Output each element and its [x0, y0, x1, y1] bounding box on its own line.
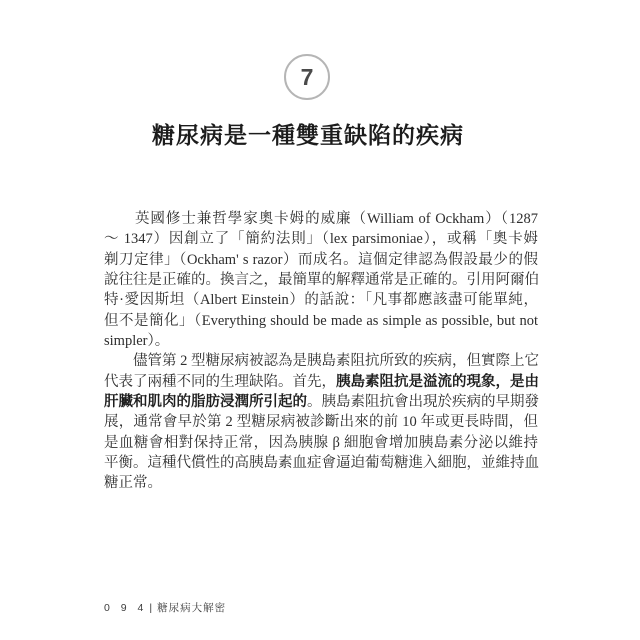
page-footer	[104, 600, 226, 615]
body-line	[104, 412, 538, 432]
body-text-segment: 糖正常。	[104, 475, 162, 492]
body-text-bold-segment: 肝臟和肌肉的脂肪浸潤所引起的	[104, 394, 307, 411]
body-line	[104, 250, 538, 270]
body-line	[104, 290, 538, 310]
body-text-segment: 剃刀定律」（Ockham' s razor）而成名。這個定律認為假設最少的假	[104, 251, 538, 268]
body-line	[104, 209, 538, 229]
body-text-bold-segment: 胰島素阻抗是溢流的現象，是由	[336, 373, 539, 390]
body-text-segment: 平衡。這種代償性的高胰島素血症會逼迫葡萄糖進入細胞，並維持血	[104, 455, 539, 472]
body-text-segment: 是血糖會相對保持正常，因為胰腺 β 細胞會增加胰島素分泌以維持	[104, 434, 538, 451]
book-title: 糖尿病大解密	[157, 602, 227, 614]
body-line	[104, 229, 538, 249]
page-number: 0 9 4	[104, 601, 148, 614]
body-line	[104, 392, 538, 412]
body-line	[104, 311, 538, 331]
body-text-segment: 代表了兩種不同的生理缺陷。首先，	[104, 373, 336, 390]
body-line	[104, 433, 538, 453]
body-text-segment: ～ 1347）因創立了「簡約法則」（lex parsimoniae），或稱「奧卡姆	[104, 231, 538, 248]
body-text-segment: 英國修士兼哲學家奧卡姆的威廉（William of Ockham）（1287	[104, 211, 538, 227]
chapter-number: 7	[300, 63, 314, 90]
body-line	[104, 372, 538, 392]
body-text-segment: 展，通常會早於第 2 型糖尿病被診斷出來的前 10 年或更長時間，但	[104, 414, 538, 431]
body-text-segment: 特·愛因斯坦（Albert Einstein）的話說：「凡事都應該盡可能單純，	[104, 292, 538, 309]
body-line	[104, 473, 538, 493]
body-text-segment: simpler）。	[104, 333, 170, 350]
body-line	[104, 453, 538, 473]
body-line	[104, 351, 538, 371]
footer-divider: |	[149, 601, 153, 614]
body-text-segment: 但不是簡化」（Everything should be made as simple as possible, but not	[104, 312, 538, 329]
chapter-title: 糖尿病是一種雙重缺陷的疾病	[152, 122, 464, 148]
body-line	[104, 331, 538, 351]
body-text-segment: 儘管第 2 型糖尿病被認為是胰島素阻抗所致的疾病，但實際上它	[104, 353, 539, 370]
chapter-number-badge	[284, 54, 330, 100]
body-text	[104, 209, 538, 494]
body-line	[104, 270, 538, 290]
body-text-segment: 說往往是正確的。換言之，最簡單的解釋通常是正確的。引用阿爾伯	[104, 272, 539, 289]
body-text-segment: 。胰島素阻抗會出現於疾病的早期發	[307, 394, 539, 411]
